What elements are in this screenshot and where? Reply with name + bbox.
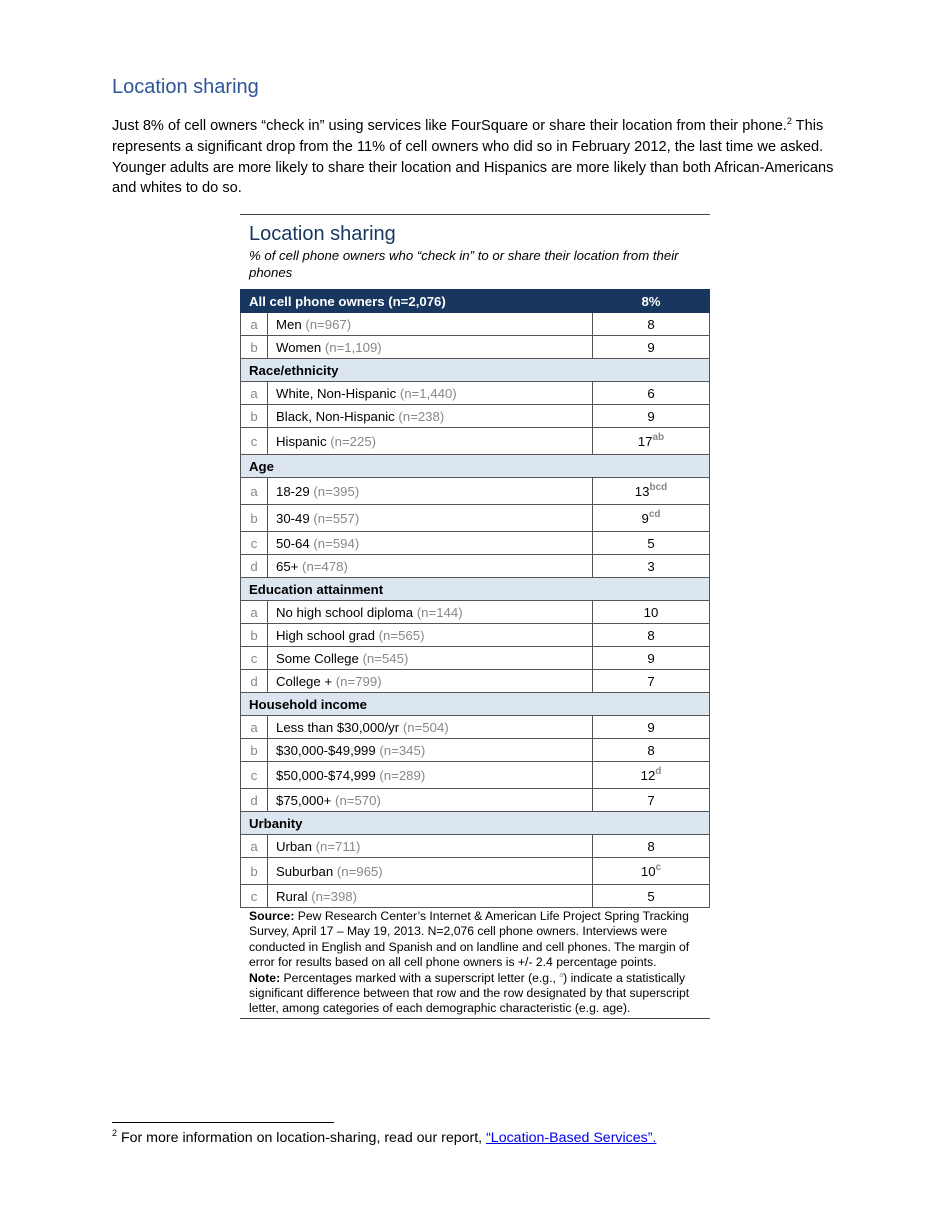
sample-size: (n=144)	[416, 604, 463, 620]
significance-marker: c	[655, 861, 662, 873]
significance-marker: cd	[648, 508, 661, 520]
row-letter: b	[241, 405, 268, 428]
sample-size: (n=799)	[335, 673, 382, 689]
section-header-row	[241, 812, 710, 835]
sample-size: (n=545)	[362, 650, 409, 666]
row-value: $9^{cd}$	[593, 505, 710, 532]
row-value: $13^{bcd}$	[593, 478, 710, 505]
row-value: 7	[593, 670, 710, 693]
row-letter: a	[241, 313, 268, 336]
table-row	[241, 382, 710, 405]
row-value: 8	[593, 624, 710, 647]
row-letter: a	[241, 716, 268, 739]
row-letter: c	[241, 885, 268, 908]
sample-size: (n=711)	[315, 838, 361, 854]
table-row	[241, 670, 710, 693]
sample-size: (n=965)	[336, 863, 383, 879]
row-letter: b	[241, 624, 268, 647]
row-letter: c	[241, 428, 268, 455]
page-heading: Location sharing	[112, 76, 259, 98]
sample-size: (n=967)	[305, 316, 352, 332]
row-letter: d	[241, 789, 268, 812]
row-letter: c	[241, 532, 268, 555]
section-header-row	[241, 578, 710, 601]
row-label: College + (n=799)	[268, 670, 593, 693]
row-value: 10$^c$	[593, 858, 710, 885]
row-value: 5	[593, 532, 710, 555]
section-header: Race/ethnicity	[241, 359, 710, 382]
footnote-separator	[112, 1122, 334, 1123]
row-letter: b	[241, 739, 268, 762]
row-label: Men (n=967)	[268, 313, 593, 336]
sample-size: (n=395)	[313, 483, 360, 499]
row-label: Rural (n=398)	[268, 885, 593, 908]
section-header: Age	[241, 455, 710, 478]
row-letter: a	[241, 835, 268, 858]
section-header-row	[241, 455, 710, 478]
table-row	[241, 405, 710, 428]
row-value: 9	[593, 336, 710, 359]
row-letter: d	[241, 670, 268, 693]
table-row	[241, 739, 710, 762]
significance-marker: d	[655, 765, 662, 777]
row-label: $50,000-$74,999 (n=289)	[268, 762, 593, 789]
location-based-services-link[interactable]: “Location-Based Services”.	[486, 1130, 657, 1146]
row-letter: b	[241, 858, 268, 885]
row-label: No high school diploma (n=144)	[268, 601, 593, 624]
section-header: Education attainment	[241, 578, 710, 601]
table-row	[241, 647, 710, 670]
row-value: 5	[593, 885, 710, 908]
table-row	[241, 885, 710, 908]
sample-size: (n=238)	[398, 408, 445, 424]
location-sharing-table-block	[240, 214, 710, 1019]
row-label: Black, Non-Hispanic (n=238)	[268, 405, 593, 428]
section-header-row	[241, 693, 710, 716]
table-row	[241, 858, 710, 885]
sample-size: (n=345)	[379, 742, 426, 758]
footnote: $^2$ For more information on location-sharing, read our report, “Location-Based Services”.	[112, 1128, 657, 1146]
significance-marker: bcd	[649, 481, 668, 493]
row-value: 7	[593, 789, 710, 812]
row-value: 9	[593, 647, 710, 670]
row-letter: c	[241, 647, 268, 670]
sample-size: (n=504)	[402, 719, 449, 735]
table-row	[241, 428, 710, 455]
row-label: High school grad (n=565)	[268, 624, 593, 647]
row-value: 3	[593, 555, 710, 578]
row-label: 50-64 (n=594)	[268, 532, 593, 555]
row-label: Some College (n=545)	[268, 647, 593, 670]
table-row	[241, 762, 710, 789]
row-value: 10	[593, 601, 710, 624]
table-row	[241, 601, 710, 624]
row-label: 65+ (n=478)	[268, 555, 593, 578]
row-letter: b	[241, 505, 268, 532]
table-row	[241, 532, 710, 555]
row-letter: a	[241, 601, 268, 624]
sample-size: (n=565)	[378, 627, 425, 643]
row-value: 6	[593, 382, 710, 405]
row-label: White, Non-Hispanic (n=1,440)	[268, 382, 593, 405]
footnote-reference[interactable]: 2	[786, 116, 792, 126]
sample-size: (n=1,109)	[324, 339, 382, 355]
significance-marker: ab	[652, 431, 665, 443]
row-letter: a	[241, 382, 268, 405]
section-header-row	[241, 359, 710, 382]
row-letter: b	[241, 336, 268, 359]
table-title: Location sharing	[249, 223, 396, 245]
location-sharing-table	[240, 289, 710, 908]
table-total-row	[241, 290, 710, 313]
row-label: $30,000-$49,999 (n=345)	[268, 739, 593, 762]
row-letter: d	[241, 555, 268, 578]
row-label: $75,000+ (n=570)	[268, 789, 593, 812]
sample-size: (n=225)	[330, 433, 377, 449]
section-header: Urbanity	[241, 812, 710, 835]
row-value: 8	[593, 739, 710, 762]
table-row	[241, 789, 710, 812]
table-row	[241, 505, 710, 532]
table-row	[241, 336, 710, 359]
row-value: 9	[593, 405, 710, 428]
sample-size: (n=398)	[311, 888, 358, 904]
row-letter: c	[241, 762, 268, 789]
row-label: Hispanic (n=225)	[268, 428, 593, 455]
sample-size: (n=478)	[302, 558, 348, 574]
sample-size: (n=289)	[379, 767, 426, 783]
table-row	[241, 835, 710, 858]
row-value: $17^{ab}$	[593, 428, 710, 455]
row-label: 18-29 (n=395)	[268, 478, 593, 505]
table-row	[241, 716, 710, 739]
table-row	[241, 624, 710, 647]
row-letter: a	[241, 478, 268, 505]
row-label: 30-49 (n=557)	[268, 505, 593, 532]
row-label: Urban (n=711)	[268, 835, 593, 858]
row-value: 12$^d$	[593, 762, 710, 789]
row-value: 9	[593, 716, 710, 739]
row-value: 8	[593, 313, 710, 336]
row-label: Less than $30,000/yr (n=504)	[268, 716, 593, 739]
intro-paragraph: Just 8% of cell owners “check in” using services like FourSquare or share their location from their phone.$^2$ This represents a significant drop from the 11% of cell owners who did so in February 2012, the last time we asked. Younger adults are more likely to share their location and Hispanics are more likely than both African-Americans and whites to do so.	[112, 116, 834, 197]
section-header: Household income	[241, 693, 710, 716]
sample-size: (n=594)	[313, 535, 360, 551]
row-value: 8	[593, 835, 710, 858]
sample-size: (n=570)	[335, 792, 381, 808]
table-row	[241, 313, 710, 336]
row-label: Suburban (n=965)	[268, 858, 593, 885]
sample-size: (n=557)	[313, 510, 360, 526]
table-row	[241, 555, 710, 578]
total-label: All cell phone owners (n=2,076)	[241, 290, 593, 313]
row-label: Women (n=1,109)	[268, 336, 593, 359]
table-row	[241, 478, 710, 505]
total-value: 8%	[593, 290, 710, 313]
sample-size: (n=1,440)	[399, 385, 457, 401]
source-note: Source: Pew Research Center’s Internet & American Life Project Spring Tracking Survey, April 17 – May 19, 2013. N=2,076 cell phone owners. Interviews were conducted in English and Spanish and on landline and cell phones. The margin of error for results based on all cell phone owners is +/- 2.4 percentage points. Note: Percentages marked with a superscript letter (e.g., $^a$) indicate a statistically significant difference between that row and the row designated by that superscript letter, among categories of each demographic characteristic (e.g. age).	[240, 908, 710, 1019]
table-subtitle: % of cell phone owners who “check in” to or share their location from their phones	[249, 248, 679, 280]
